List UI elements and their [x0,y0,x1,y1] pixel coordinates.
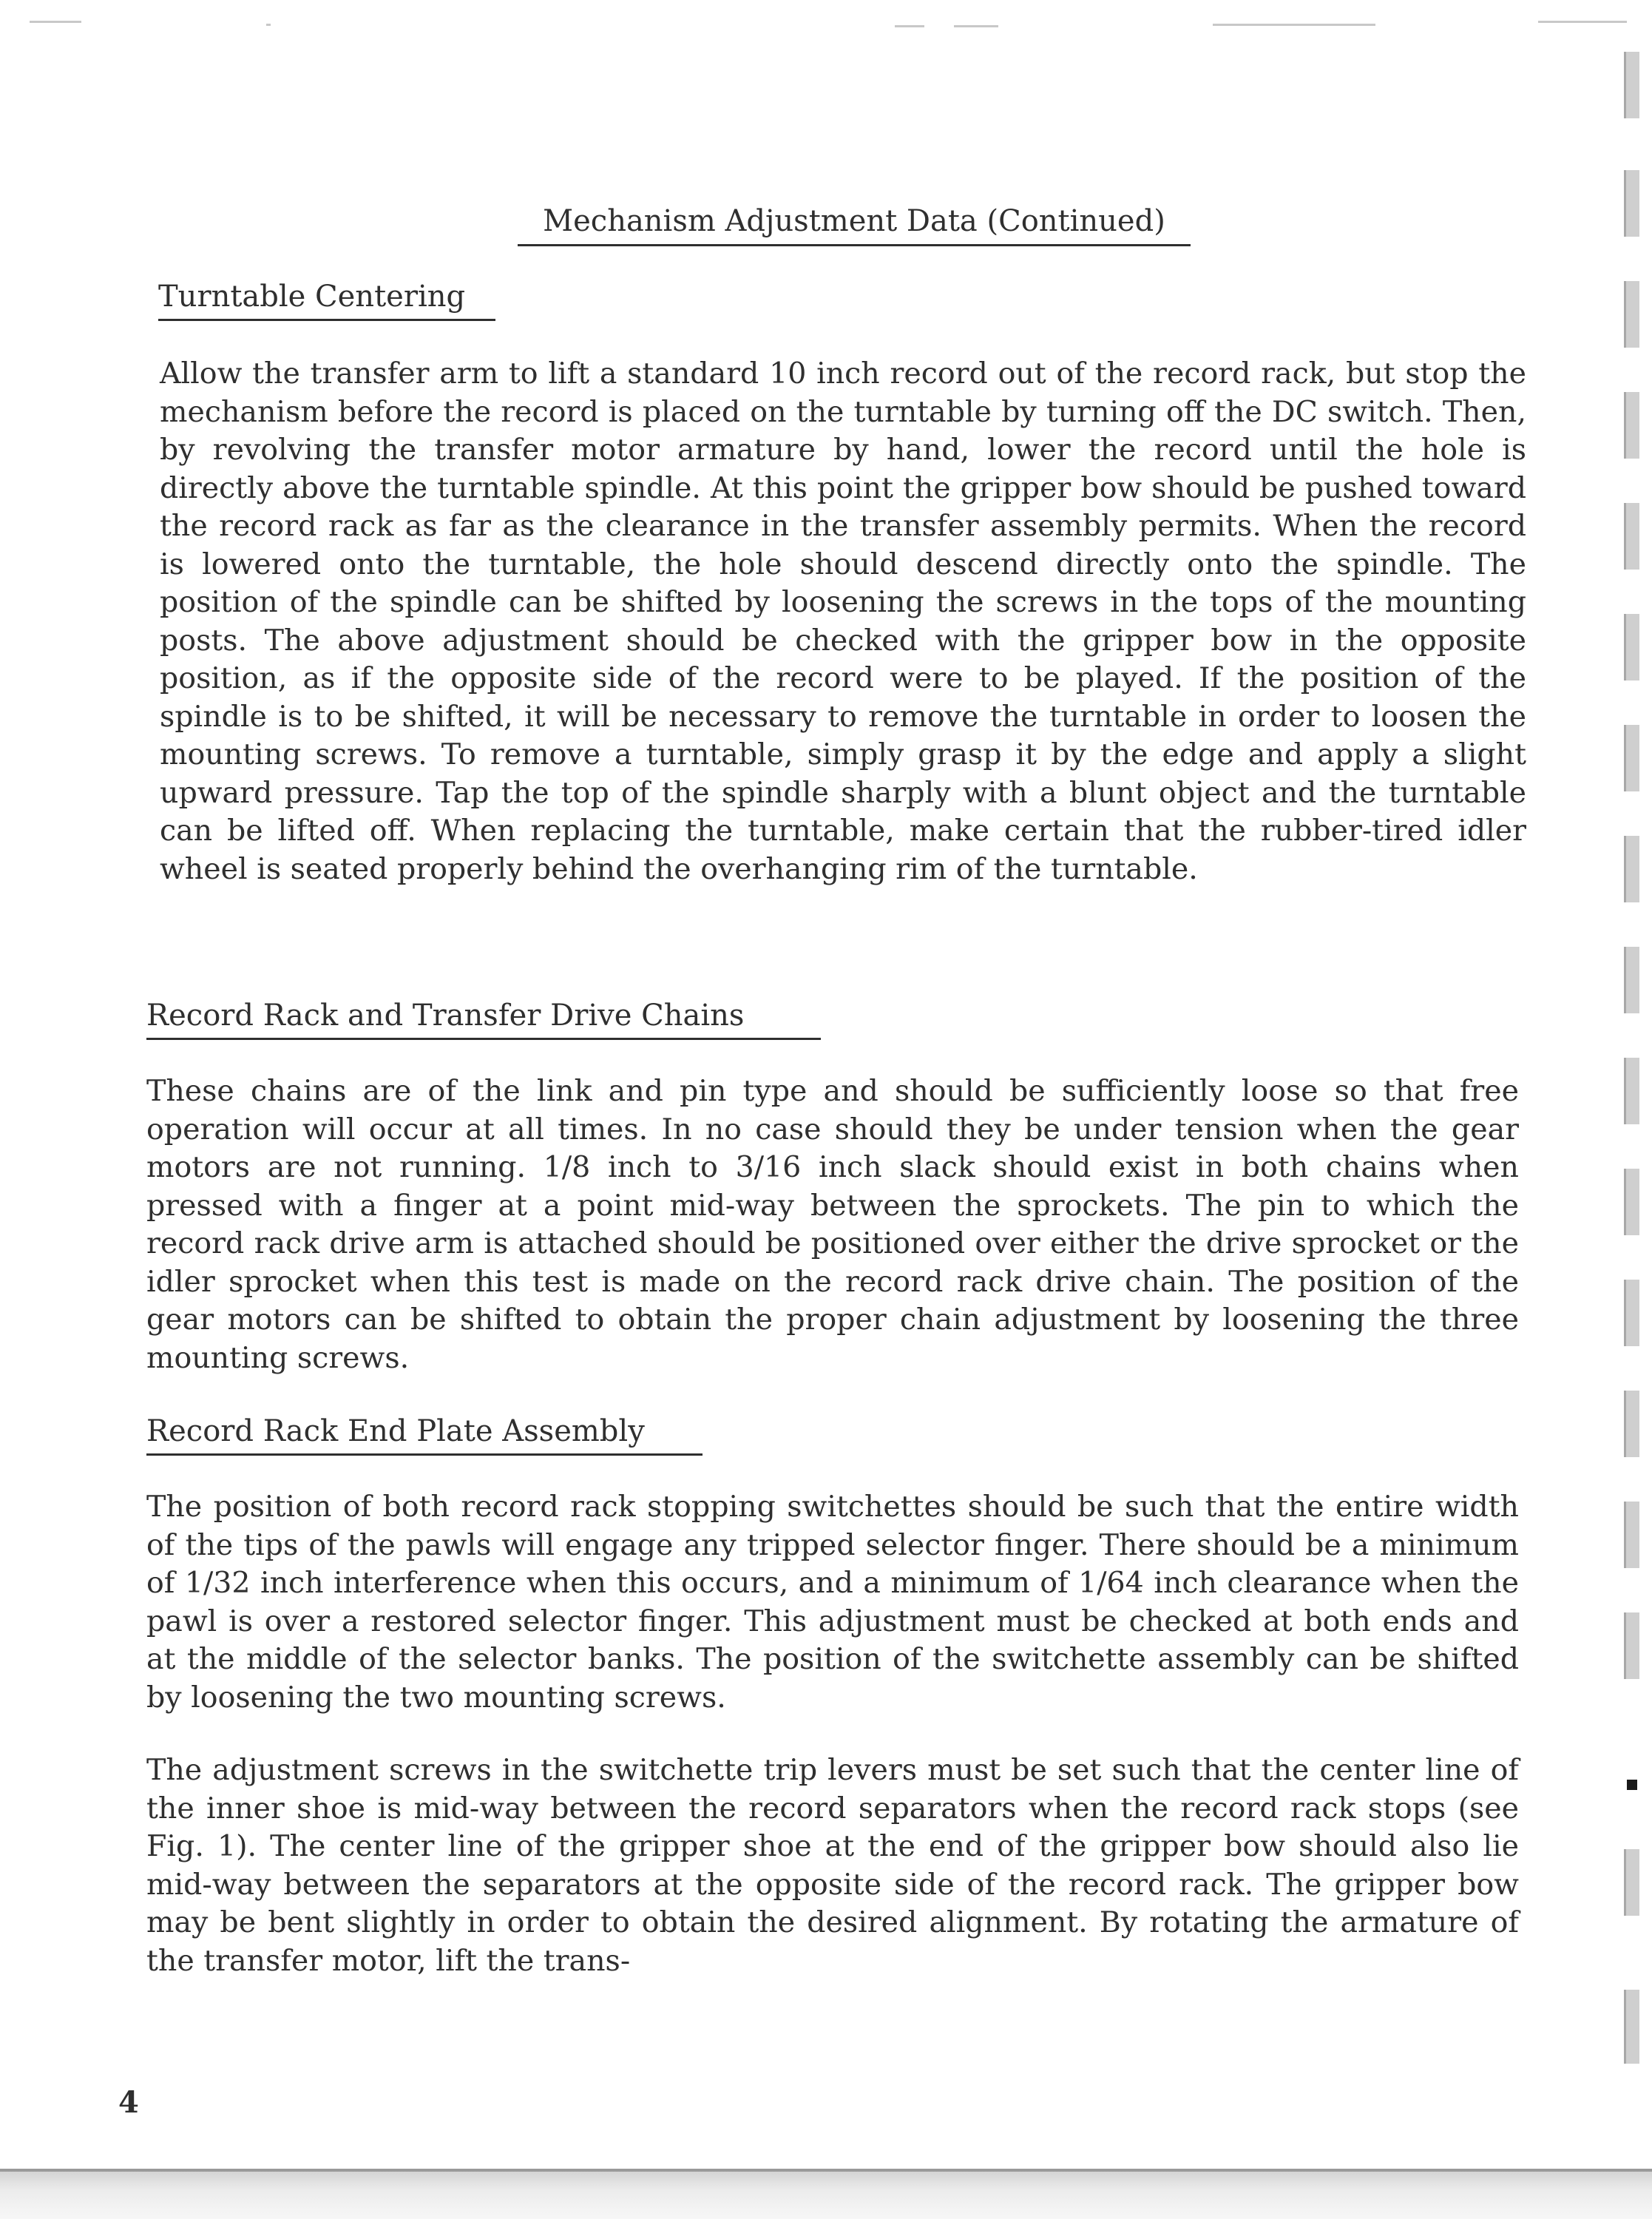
page-title: Mechanism Adjustment Data (Continued) [518,201,1191,246]
scan-top-specks [0,21,1652,27]
section-heading-end-plate-assembly [146,1411,645,1456]
section-heading-text: Turntable Centering [158,280,466,314]
heading-underline [158,319,495,321]
paragraph: The adjustment screws in the switchette trip levers must be set such that the center line of the inner shoe is mid-way between the record separators when the record rack stops (see Fig. 1). The center line of the gripper shoe at the end of the gripper bow should also lie mid-way between the separators at the opposite side of the record rack. The gripper bow may be bent slightly in order to obtain the desired alignment. By rotating the armature of the transfer motor, lift the trans- [146,1753,1519,1978]
heading-underline [146,1453,703,1456]
paragraph: These chains are of the link and pin type and should be sufficiently loose so that free operation will occur at all times. In no case should they be under tension when the gear motors are not running. 1/8 inch to 3/16 inch slack should exist in both chains when pressed with a finger at a point mid-way between the sprockets. The pin to which the record rack drive arm is attached should be positioned over either the drive sprocket or the idler sprocket when this test is made on the record rack drive chain. The position of the gear motors can be shifted to obtain the proper chain adjustment by loosening the three mounting screws. [146,1074,1519,1375]
heading-underline [146,1038,821,1040]
section-body-drive-chains [146,1073,1519,1377]
paragraph: Allow the transfer arm to lift a standard 10 inch record out of the record rack, but stop the mechanism before the record is placed on the turntable by turning off the DC switch. Then, by revolving the transfer motor armature by hand, lower the record until the hole is directly above the turntable spindle. At this point the gripper bow should be pushed toward the record rack as far as the clearance in the transfer assembly permits. When the record is lowered onto the turntable, the hole should descend directly onto the spindle. The position of the spindle can be shifted by loosening the screws in the tops of the mounting posts. The above adjustment should be checked with the gripper bow in the opposite position, as if the opposite side of the record were to be played. If the position of the spindle is to be shifted, it will be necessary to remove the turntable in order to loosen the mounting screws. To remove a turntable, simply grasp it by the edge and apply a slight upward pressure. Tap the top of the spindle sharply with a blunt object and the turntable can be lifted off. When replacing the turntable, make certain that the rubber-tired idler wheel is seated properly behind the overhanging rim of the turntable. [160,357,1526,886]
section-heading-text: Record Rack and Transfer Drive Chains [146,999,745,1033]
section-heading-turntable-centering [158,277,465,321]
section-heading-drive-chains [146,996,744,1040]
paragraph: The position of both record rack stopping switchettes should be such that the entire width of the tips of the pawls will engage any tripped selector finger. There should be a minimum of 1/32 inch interference when this occurs, and a minimum of 1/64 inch clearance when the pawl is over a restored selector finger. This adjustment must be checked at both ends and at the middle of the selector banks. The position of the switchette assembly can be shifted by loosening the two mounting screws. [146,1490,1519,1715]
scan-bottom-shadow [0,2172,1652,2219]
page-number: 4 [118,2085,139,2120]
scan-edge-marks [1624,44,1646,2138]
section-body-end-plate-assembly-continued [146,1752,1519,1980]
section-heading-text: Record Rack End Plate Assembly [146,1414,645,1448]
section-body-end-plate-assembly [146,1488,1519,1717]
section-body-turntable-centering [160,355,1526,888]
